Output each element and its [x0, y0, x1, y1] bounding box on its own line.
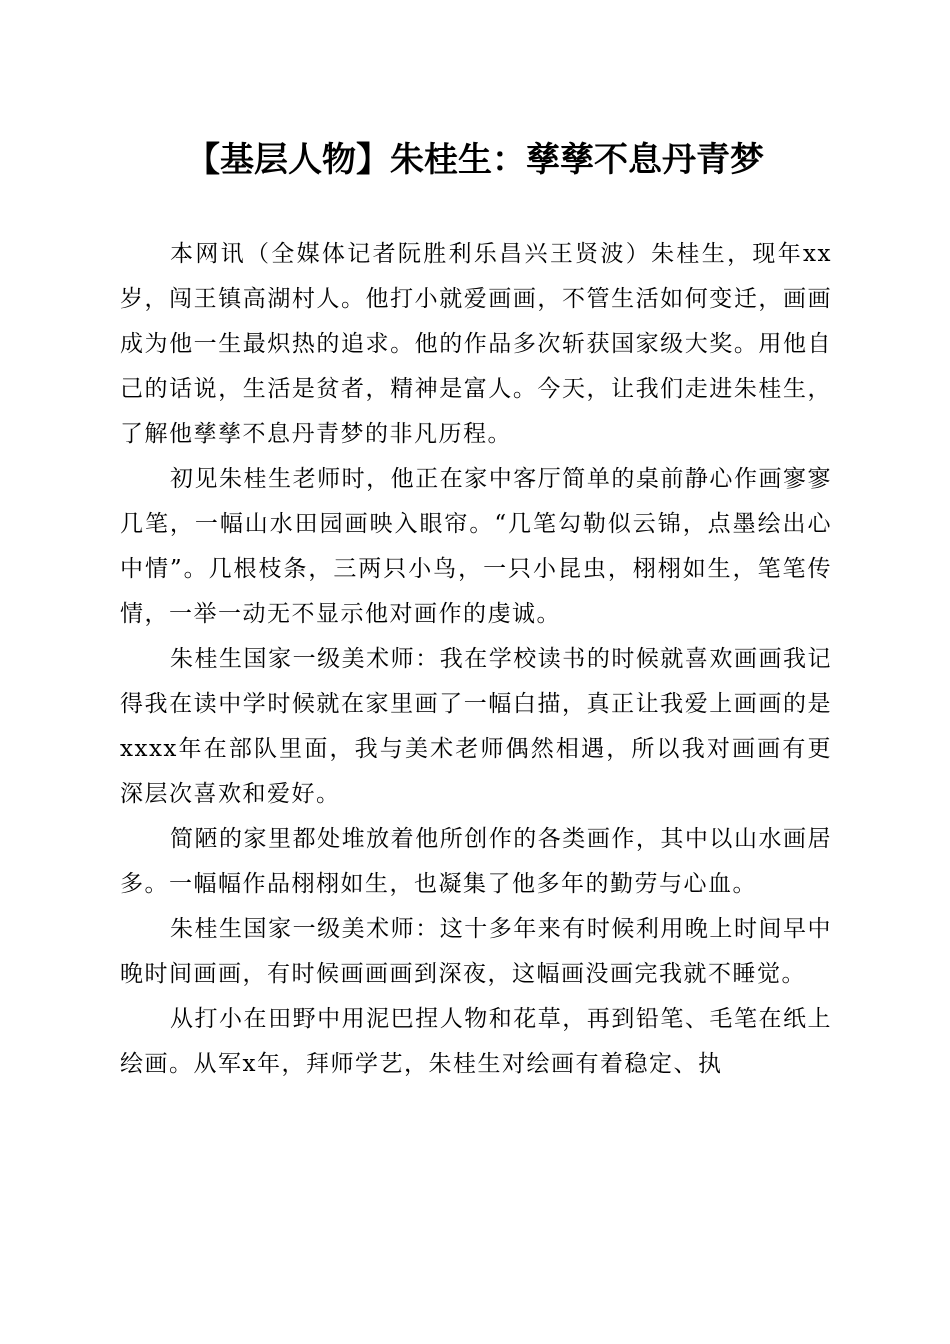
paragraph-4: 简陋的家里都处堆放着他所创作的各类画作，其中以山水画居多。一幅幅作品栩栩如生，也凝集了他多年的勤劳与心血。: [120, 826, 832, 897]
paragraph-5: 朱桂生国家一级美术师：这十多年来有时候利用晚上时间早中晚时间画画，有时候画画画到深夜，这幅画没画完我就不睡觉。: [120, 916, 832, 987]
paragraph-1: 本网讯（全媒体记者阮胜利乐昌兴王贤波）朱桂生，现年xx岁，闯王镇高湖村人。他打小就爱画画，不管生活如何变迁，画画成为他一生最炽热的追求。他的作品多次斩获国家级大奖。用他自己的话说，生活是贫者，精神是富人。今天，让我们走进朱桂生，了解他孳孳不息丹青梦的非凡历程。: [120, 241, 832, 447]
paragraph-2: 初见朱桂生老师时，他正在家中客厅简单的桌前静心作画寥寥几笔，一幅山水田园画映入眼帘。“几笔勾勒似云锦，点墨绘出心中情”。几根枝条，三两只小鸟，一只小昆虫，栩栩如生，笔笔传情，一举一动无不显示他对画作的虔诚。: [120, 466, 832, 627]
article-body: [120, 232, 832, 1087]
paragraph-3: 朱桂生国家一级美术师：我在学校读书的时候就喜欢画画我记得我在读中学时候就在家里画了一幅白描，真正让我爱上画画的是xxxx年在部队里面，我与美术老师偶然相遇，所以我对画画有更深层次喜欢和爱好。: [120, 646, 832, 807]
paragraph-6: 从打小在田野中用泥巴捏人物和花草，再到铅笔、毛笔在纸上绘画。从军x年，拜师学艺，朱桂生对绘画有着稳定、执: [120, 1006, 832, 1077]
article-title: 【基层人物】朱桂生：孳孳不息丹青梦: [186, 140, 764, 180]
